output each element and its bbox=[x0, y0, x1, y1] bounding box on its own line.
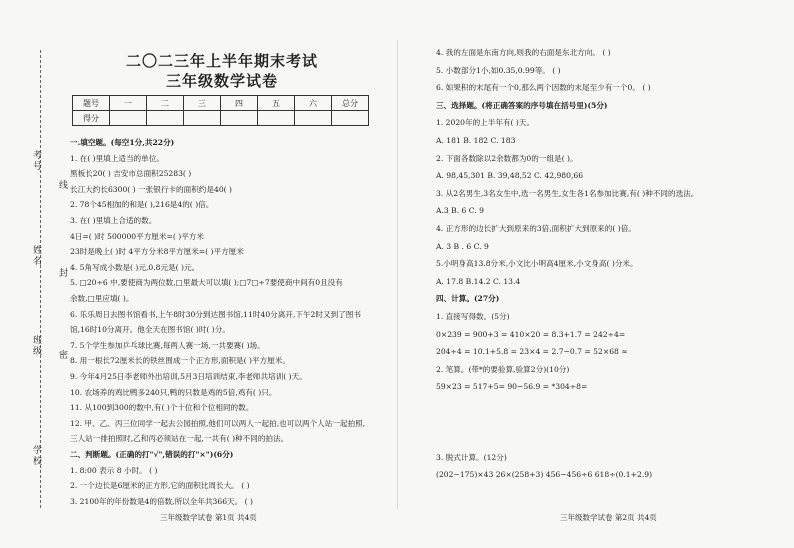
question-line: 1. 在( )里填上适当的单位。 bbox=[70, 153, 164, 163]
question-line: 1. 2020年的上半年有( )天。 bbox=[436, 118, 535, 128]
section-heading: 一.填空题。(每空1分,共22分) bbox=[70, 138, 175, 147]
question-line: (202−175)×43 26×(258+3) 456−456÷6 618÷(0.1+2.9) bbox=[436, 470, 653, 480]
binding-mark-seal: 封 bbox=[57, 268, 67, 279]
question-line: 59×23 = 517+5= 90−56.9 = *304÷8= bbox=[436, 382, 588, 392]
score-cell[interactable] bbox=[221, 111, 258, 126]
binding-mark-secret: 密 bbox=[57, 350, 67, 361]
question-line: 3. 在( )里填上合适的数。 bbox=[70, 216, 157, 225]
question-line: 23时是晚上( )时 4平方分米8平方厘米=( )平方厘米 bbox=[70, 247, 244, 257]
question-line: 5. 小数部分1小,如0.35,0.99等。 ( ) bbox=[436, 65, 561, 75]
score-header-cell: 四 bbox=[221, 96, 258, 111]
question-line: 11. 从100到300的数中,有( )个十位和个位相同的数。 bbox=[70, 403, 254, 413]
question-line: 2. 一个边长是6厘米的正方形,它的面积比周长大。 ( ) bbox=[70, 481, 250, 491]
score-header-cell: 三 bbox=[184, 96, 221, 111]
exam-subtitle: 三年级数学试卷 bbox=[165, 72, 278, 90]
binding-label-class: 班级 bbox=[31, 335, 41, 357]
binding-mark-line: 线 bbox=[57, 180, 67, 191]
question-line: 6. 如果积的末尾有一个0,那么两个因数的末尾至少有一个0。 ( ) bbox=[436, 83, 651, 93]
score-table bbox=[72, 95, 369, 126]
question-line: 馆,16时10分离开。他全天在图书馆( )时( )分。 bbox=[70, 325, 230, 335]
question-line: 黑板长20( ) 吉安市总面积25283( ) bbox=[70, 169, 192, 179]
question-line: 1. 8:00 表示 8 小时。 ( ) bbox=[70, 465, 158, 475]
question-line: 10. 农场养的鸡比鸭多240只,鸭的只数是鸡的5倍,鸡有( )只。 bbox=[70, 387, 277, 397]
binding-line bbox=[40, 50, 42, 508]
score-table-header-row bbox=[73, 96, 369, 111]
question-line: 6. 乐乐周日去图书馆看书,上午8时30分到达图书馆,11时40分离开,下午2时又到了图书 bbox=[70, 309, 361, 319]
question-line: 3. 从2名男生,3名女生中,选一名男生,女生各1名参加比赛,有( )种不同的选法。 bbox=[436, 188, 699, 198]
question-line: 5.小明身高13.8分米,小文比小明高4厘米,小文身高( )分米。 bbox=[436, 259, 638, 269]
binding-label-name: 姓名 bbox=[31, 245, 41, 267]
question-line: 2. 下面各数除以2余数都为0的一组是( )。 bbox=[436, 153, 578, 163]
question-line: A. 98,45,301 B. 39,48,52 C. 42,980,66 bbox=[436, 171, 584, 181]
question-line: A. 17.8 B.14.2 C. 13.4 bbox=[436, 276, 521, 286]
question-line: 9. 今年4月25日李老师外出培训,5月3日培训结束,李老师共培训( )天。 bbox=[70, 372, 307, 381]
score-cell[interactable] bbox=[258, 111, 295, 126]
question-line: 3. 脱式计算。(12分) bbox=[436, 452, 507, 462]
question-line: 长江大约长6300( ) 一张银行卡的面积约是40( ) bbox=[70, 184, 232, 194]
page-divider bbox=[397, 40, 398, 510]
question-line: 余数,□里应填( )。 bbox=[70, 294, 134, 303]
question-line: 1. 直接写得数。(5分) bbox=[436, 312, 510, 321]
score-header-cell: 六 bbox=[295, 96, 332, 111]
question-line: 4. 5角写成小数是( )元,0.8元是( )元。 bbox=[70, 262, 200, 272]
score-row-label: 得分 bbox=[73, 111, 110, 126]
score-cell[interactable] bbox=[147, 111, 184, 126]
question-line: 12. 甲、乙、丙三位同学一起去公园拍照,他们可以两人一起拍,也可以两个人站一起拍照, bbox=[70, 418, 366, 428]
score-cell[interactable] bbox=[295, 111, 332, 126]
question-line: 4日=( )时 500000平方厘米=( )平方米 bbox=[70, 231, 204, 241]
score-cell[interactable] bbox=[110, 111, 147, 126]
section-heading: 三、选择题。(将正确答案的序号填在括号里)(5分) bbox=[436, 100, 608, 110]
score-table-score-row bbox=[73, 111, 369, 126]
question-line: 3. 2100年的年份数是4的倍数,所以全年共366天。 ( ) bbox=[70, 496, 253, 506]
question-line: 0×239 = 900+3 = 410×20 = 8.3+1.7 = 242÷4= bbox=[436, 329, 626, 339]
binding-label-school: 学校 bbox=[31, 445, 41, 467]
exam-title: 二〇二三年上半年期末考试 bbox=[125, 52, 318, 70]
question-line: 三人站一排拍照时,乙和丙必须站在一起,一共有( )种不同的拍法。 bbox=[70, 434, 289, 444]
question-line: 4. 正方形的边长扩大到原来的3倍,面积扩大到原来的( )倍。 bbox=[436, 224, 636, 233]
section-heading: 二、判断题。(正确的打"√",错误的打"×")(6分) bbox=[70, 450, 234, 459]
question-line: 8. 用一根长72厘米长的铁丝围成一个正方形,面积是( )平方厘米。 bbox=[70, 356, 290, 366]
score-header-cell: 五 bbox=[258, 96, 295, 111]
question-line: A. 181 B. 182 C. 183 bbox=[436, 136, 516, 145]
score-cell[interactable] bbox=[184, 111, 221, 126]
question-line: 204÷4 = 10.1+5.8 = 23×4 = 2.7−0.7 = 52×68 ≈ bbox=[436, 347, 628, 357]
score-header-cell: 题号 bbox=[73, 96, 110, 111]
score-header-cell: 二 bbox=[147, 96, 184, 111]
score-cell[interactable] bbox=[332, 111, 369, 126]
section-heading: 四、计算。(27分) bbox=[436, 294, 500, 304]
question-line: 4. 我的左面是东南方向,则我的右面是东北方向。 ( ) bbox=[436, 48, 611, 57]
question-line: A. 3 B . 6 C. 9 bbox=[436, 241, 489, 251]
question-line: 2. 78个45相加的和是( ),216是4的( )倍。 bbox=[70, 200, 214, 210]
question-line: 2. 笔算。(带*的要验算,验算2分)(10分) bbox=[436, 364, 570, 374]
footer-right: 三年级数学试卷 第2页 共4页 bbox=[560, 513, 657, 522]
score-header-cell: 一 bbox=[110, 96, 147, 111]
score-header-cell: 总分 bbox=[332, 96, 369, 111]
question-line: 7. 5个学生参加乒乓球比赛,每两人赛一场,一共要赛( )场。 bbox=[70, 340, 265, 350]
question-line: 5. □20÷6 中,要使商为两位数,□里最大可以填( );□7□÷7要使商中间有0且没有 bbox=[70, 278, 343, 288]
footer-left: 三年级数学试卷 第1页 共4页 bbox=[160, 513, 257, 522]
binding-label-exam-number: 考号 bbox=[31, 150, 41, 172]
question-line: A.3 B. 6 C. 9 bbox=[436, 206, 484, 216]
